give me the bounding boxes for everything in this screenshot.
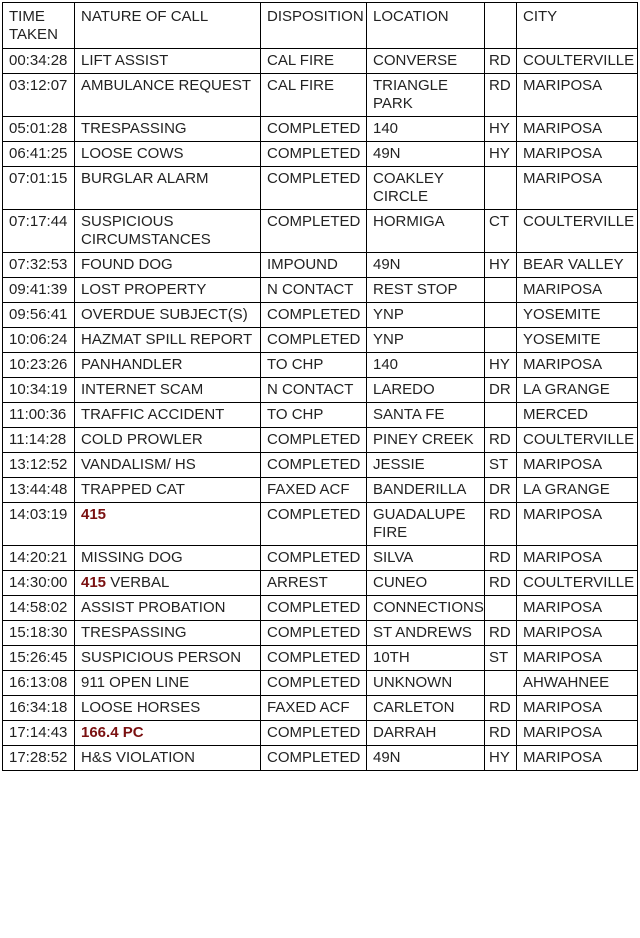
nature-cell xyxy=(75,303,261,328)
time-cell: 11:14:28 xyxy=(3,428,75,453)
nature-text: TRAFFIC ACCIDENT xyxy=(81,406,225,423)
location-cell: LAREDO xyxy=(367,378,485,403)
table-row xyxy=(3,478,638,503)
time-cell: 15:18:30 xyxy=(3,621,75,646)
nature-cell xyxy=(75,721,261,746)
nature-text: AMBULANCE REQUEST xyxy=(81,77,252,94)
header-time: TIME TAKEN xyxy=(3,3,75,49)
nature-text: LOOSE COWS xyxy=(81,145,184,162)
time-cell: 14:58:02 xyxy=(3,596,75,621)
time-cell: 07:32:53 xyxy=(3,253,75,278)
nature-text: OVERDUE SUBJECT(S) xyxy=(81,306,248,323)
street-type-cell: RD xyxy=(485,696,517,721)
city-cell: COULTERVILLE xyxy=(517,210,638,253)
nature-text: LOST PROPERTY xyxy=(81,281,207,298)
time-cell: 05:01:28 xyxy=(3,117,75,142)
table-row xyxy=(3,453,638,478)
table-row xyxy=(3,646,638,671)
time-cell: 14:20:21 xyxy=(3,546,75,571)
location-cell: HORMIGA xyxy=(367,210,485,253)
table-row xyxy=(3,303,638,328)
table-row xyxy=(3,428,638,453)
time-cell: 10:06:24 xyxy=(3,328,75,353)
disposition-cell: N CONTACT xyxy=(261,278,367,303)
city-cell: MARIPOSA xyxy=(517,696,638,721)
time-cell: 15:26:45 xyxy=(3,646,75,671)
city-cell: COULTERVILLE xyxy=(517,428,638,453)
location-cell: 49N xyxy=(367,746,485,771)
nature-text: PANHANDLER xyxy=(81,356,183,373)
location-cell: COAKLEY CIRCLE xyxy=(367,167,485,210)
location-cell: REST STOP xyxy=(367,278,485,303)
location-cell: DARRAH xyxy=(367,721,485,746)
nature-text: COLD PROWLER xyxy=(81,431,203,448)
nature-text: H&S VIOLATION xyxy=(81,749,195,766)
table-row xyxy=(3,378,638,403)
disposition-cell: CAL FIRE xyxy=(261,74,367,117)
table-row xyxy=(3,746,638,771)
disposition-cell: N CONTACT xyxy=(261,378,367,403)
table-row xyxy=(3,328,638,353)
street-type-cell: HY xyxy=(485,253,517,278)
location-cell: CONVERSE xyxy=(367,49,485,74)
header-nature: NATURE OF CALL xyxy=(75,3,261,49)
street-type-cell: RD xyxy=(485,571,517,596)
street-type-cell xyxy=(485,403,517,428)
street-type-cell: RD xyxy=(485,503,517,546)
city-cell: COULTERVILLE xyxy=(517,49,638,74)
disposition-cell: ARREST xyxy=(261,571,367,596)
city-cell: AHWAHNEE xyxy=(517,671,638,696)
street-type-cell: DR xyxy=(485,378,517,403)
disposition-cell: COMPLETED xyxy=(261,428,367,453)
time-cell: 06:41:25 xyxy=(3,142,75,167)
table-row xyxy=(3,546,638,571)
city-cell: MARIPOSA xyxy=(517,142,638,167)
city-cell: COULTERVILLE xyxy=(517,571,638,596)
time-cell: 17:28:52 xyxy=(3,746,75,771)
time-cell: 17:14:43 xyxy=(3,721,75,746)
city-cell: MERCED xyxy=(517,403,638,428)
nature-cell xyxy=(75,746,261,771)
disposition-cell: COMPLETED xyxy=(261,746,367,771)
header-disposition: DISPOSITION xyxy=(261,3,367,49)
disposition-cell: COMPLETED xyxy=(261,721,367,746)
location-cell: YNP xyxy=(367,328,485,353)
nature-cell xyxy=(75,453,261,478)
street-type-cell: HY xyxy=(485,142,517,167)
nature-cell xyxy=(75,253,261,278)
nature-text: INTERNET SCAM xyxy=(81,381,204,398)
city-cell: MARIPOSA xyxy=(517,746,638,771)
disposition-cell: FAXED ACF xyxy=(261,478,367,503)
location-cell: 49N xyxy=(367,253,485,278)
location-cell: SANTA FE xyxy=(367,403,485,428)
street-type-cell: DR xyxy=(485,478,517,503)
location-cell: GUADALUPE FIRE xyxy=(367,503,485,546)
nature-cell xyxy=(75,646,261,671)
disposition-cell: COMPLETED xyxy=(261,621,367,646)
street-type-cell: HY xyxy=(485,746,517,771)
nature-cell xyxy=(75,621,261,646)
city-cell: BEAR VALLEY xyxy=(517,253,638,278)
time-cell: 10:34:19 xyxy=(3,378,75,403)
table-row xyxy=(3,142,638,167)
city-cell: YOSEMITE xyxy=(517,328,638,353)
disposition-cell: COMPLETED xyxy=(261,142,367,167)
disposition-cell: CAL FIRE xyxy=(261,49,367,74)
nature-text: SUSPICIOUS PERSON xyxy=(81,649,242,666)
nature-text: TRESPASSING xyxy=(81,624,187,641)
nature-code: 415 xyxy=(81,506,107,523)
location-cell: 10TH xyxy=(367,646,485,671)
table-row xyxy=(3,353,638,378)
nature-text: MISSING DOG xyxy=(81,549,183,566)
header-street xyxy=(485,3,517,49)
street-type-cell: RD xyxy=(485,428,517,453)
city-cell: MARIPOSA xyxy=(517,596,638,621)
city-cell: MARIPOSA xyxy=(517,278,638,303)
header-location: LOCATION xyxy=(367,3,485,49)
disposition-cell: COMPLETED xyxy=(261,303,367,328)
disposition-cell: COMPLETED xyxy=(261,646,367,671)
nature-text: TRAPPED CAT xyxy=(81,481,185,498)
street-type-cell xyxy=(485,167,517,210)
nature-cell xyxy=(75,167,261,210)
nature-cell xyxy=(75,428,261,453)
disposition-cell: COMPLETED xyxy=(261,210,367,253)
location-cell: CUNEO xyxy=(367,571,485,596)
disposition-cell: COMPLETED xyxy=(261,503,367,546)
disposition-cell: COMPLETED xyxy=(261,328,367,353)
time-cell: 13:12:52 xyxy=(3,453,75,478)
city-cell: MARIPOSA xyxy=(517,721,638,746)
city-cell: YOSEMITE xyxy=(517,303,638,328)
table-body xyxy=(3,49,638,771)
street-type-cell: RD xyxy=(485,721,517,746)
nature-text: 911 OPEN LINE xyxy=(81,674,190,691)
location-cell: 140 xyxy=(367,353,485,378)
street-type-cell xyxy=(485,278,517,303)
location-cell: UNKNOWN xyxy=(367,671,485,696)
nature-text: SUSPICIOUS CIRCUMSTANCES xyxy=(81,213,211,248)
city-cell: LA GRANGE xyxy=(517,478,638,503)
street-type-cell: CT xyxy=(485,210,517,253)
disposition-cell: IMPOUND xyxy=(261,253,367,278)
disposition-cell: COMPLETED xyxy=(261,117,367,142)
nature-cell xyxy=(75,403,261,428)
location-cell: 140 xyxy=(367,117,485,142)
disposition-cell: TO CHP xyxy=(261,353,367,378)
city-cell: MARIPOSA xyxy=(517,167,638,210)
table-row xyxy=(3,278,638,303)
nature-cell xyxy=(75,671,261,696)
time-cell: 14:30:00 xyxy=(3,571,75,596)
table-row xyxy=(3,671,638,696)
nature-cell xyxy=(75,596,261,621)
disposition-cell: COMPLETED xyxy=(261,671,367,696)
nature-text: VERBAL xyxy=(106,574,170,591)
location-cell: ST ANDREWS xyxy=(367,621,485,646)
header-city: CITY xyxy=(517,3,638,49)
nature-cell xyxy=(75,328,261,353)
street-type-cell: RD xyxy=(485,74,517,117)
street-type-cell: RD xyxy=(485,621,517,646)
table-row xyxy=(3,49,638,74)
table-row xyxy=(3,621,638,646)
location-cell: CONNECTIONS xyxy=(367,596,485,621)
nature-cell xyxy=(75,210,261,253)
street-type-cell: RD xyxy=(485,49,517,74)
city-cell: MARIPOSA xyxy=(517,453,638,478)
nature-code: 166.4 PC xyxy=(81,724,144,741)
nature-cell xyxy=(75,696,261,721)
table-row xyxy=(3,210,638,253)
nature-text: VANDALISM/ HS xyxy=(81,456,196,473)
location-cell: PINEY CREEK xyxy=(367,428,485,453)
time-cell: 13:44:48 xyxy=(3,478,75,503)
city-cell: MARIPOSA xyxy=(517,546,638,571)
nature-cell xyxy=(75,478,261,503)
time-cell: 00:34:28 xyxy=(3,49,75,74)
location-cell: BANDERILLA xyxy=(367,478,485,503)
nature-text: BURGLAR ALARM xyxy=(81,170,209,187)
disposition-cell: TO CHP xyxy=(261,403,367,428)
table-row xyxy=(3,74,638,117)
table-row xyxy=(3,167,638,210)
time-cell: 07:17:44 xyxy=(3,210,75,253)
time-cell: 09:41:39 xyxy=(3,278,75,303)
nature-text: ASSIST PROBATION xyxy=(81,599,226,616)
table-row xyxy=(3,253,638,278)
street-type-cell xyxy=(485,303,517,328)
table-row xyxy=(3,117,638,142)
table-row xyxy=(3,696,638,721)
nature-cell xyxy=(75,278,261,303)
time-cell: 16:34:18 xyxy=(3,696,75,721)
location-cell: SILVA xyxy=(367,546,485,571)
location-cell: TRIANGLE PARK xyxy=(367,74,485,117)
table-row xyxy=(3,596,638,621)
nature-cell xyxy=(75,142,261,167)
street-type-cell xyxy=(485,328,517,353)
disposition-cell: COMPLETED xyxy=(261,596,367,621)
city-cell: MARIPOSA xyxy=(517,621,638,646)
city-cell: MARIPOSA xyxy=(517,503,638,546)
nature-cell xyxy=(75,571,261,596)
city-cell: MARIPOSA xyxy=(517,353,638,378)
city-cell: MARIPOSA xyxy=(517,117,638,142)
nature-cell xyxy=(75,74,261,117)
time-cell: 14:03:19 xyxy=(3,503,75,546)
location-cell: 49N xyxy=(367,142,485,167)
nature-text: LOOSE HORSES xyxy=(81,699,201,716)
nature-cell xyxy=(75,503,261,546)
street-type-cell: ST xyxy=(485,646,517,671)
street-type-cell xyxy=(485,596,517,621)
disposition-cell: COMPLETED xyxy=(261,453,367,478)
disposition-cell: FAXED ACF xyxy=(261,696,367,721)
nature-code: 415 xyxy=(81,574,107,591)
city-cell: MARIPOSA xyxy=(517,74,638,117)
time-cell: 09:56:41 xyxy=(3,303,75,328)
time-cell: 07:01:15 xyxy=(3,167,75,210)
call-log-table xyxy=(2,2,638,771)
nature-cell xyxy=(75,49,261,74)
nature-cell xyxy=(75,378,261,403)
table-row xyxy=(3,503,638,546)
street-type-cell: RD xyxy=(485,546,517,571)
table-row xyxy=(3,721,638,746)
header-row xyxy=(3,3,638,49)
street-type-cell: HY xyxy=(485,117,517,142)
nature-cell xyxy=(75,353,261,378)
city-cell: LA GRANGE xyxy=(517,378,638,403)
time-cell: 16:13:08 xyxy=(3,671,75,696)
time-cell: 11:00:36 xyxy=(3,403,75,428)
disposition-cell: COMPLETED xyxy=(261,167,367,210)
nature-text: HAZMAT SPILL REPORT xyxy=(81,331,253,348)
location-cell: JESSIE xyxy=(367,453,485,478)
street-type-cell: ST xyxy=(485,453,517,478)
disposition-cell: COMPLETED xyxy=(261,546,367,571)
table-row xyxy=(3,403,638,428)
nature-text: LIFT ASSIST xyxy=(81,52,169,69)
time-cell: 10:23:26 xyxy=(3,353,75,378)
nature-text: TRESPASSING xyxy=(81,120,187,137)
nature-cell xyxy=(75,546,261,571)
city-cell: MARIPOSA xyxy=(517,646,638,671)
street-type-cell: HY xyxy=(485,353,517,378)
street-type-cell xyxy=(485,671,517,696)
location-cell: CARLETON xyxy=(367,696,485,721)
table-row xyxy=(3,571,638,596)
location-cell: YNP xyxy=(367,303,485,328)
time-cell: 03:12:07 xyxy=(3,74,75,117)
nature-cell xyxy=(75,117,261,142)
nature-text: FOUND DOG xyxy=(81,256,173,273)
